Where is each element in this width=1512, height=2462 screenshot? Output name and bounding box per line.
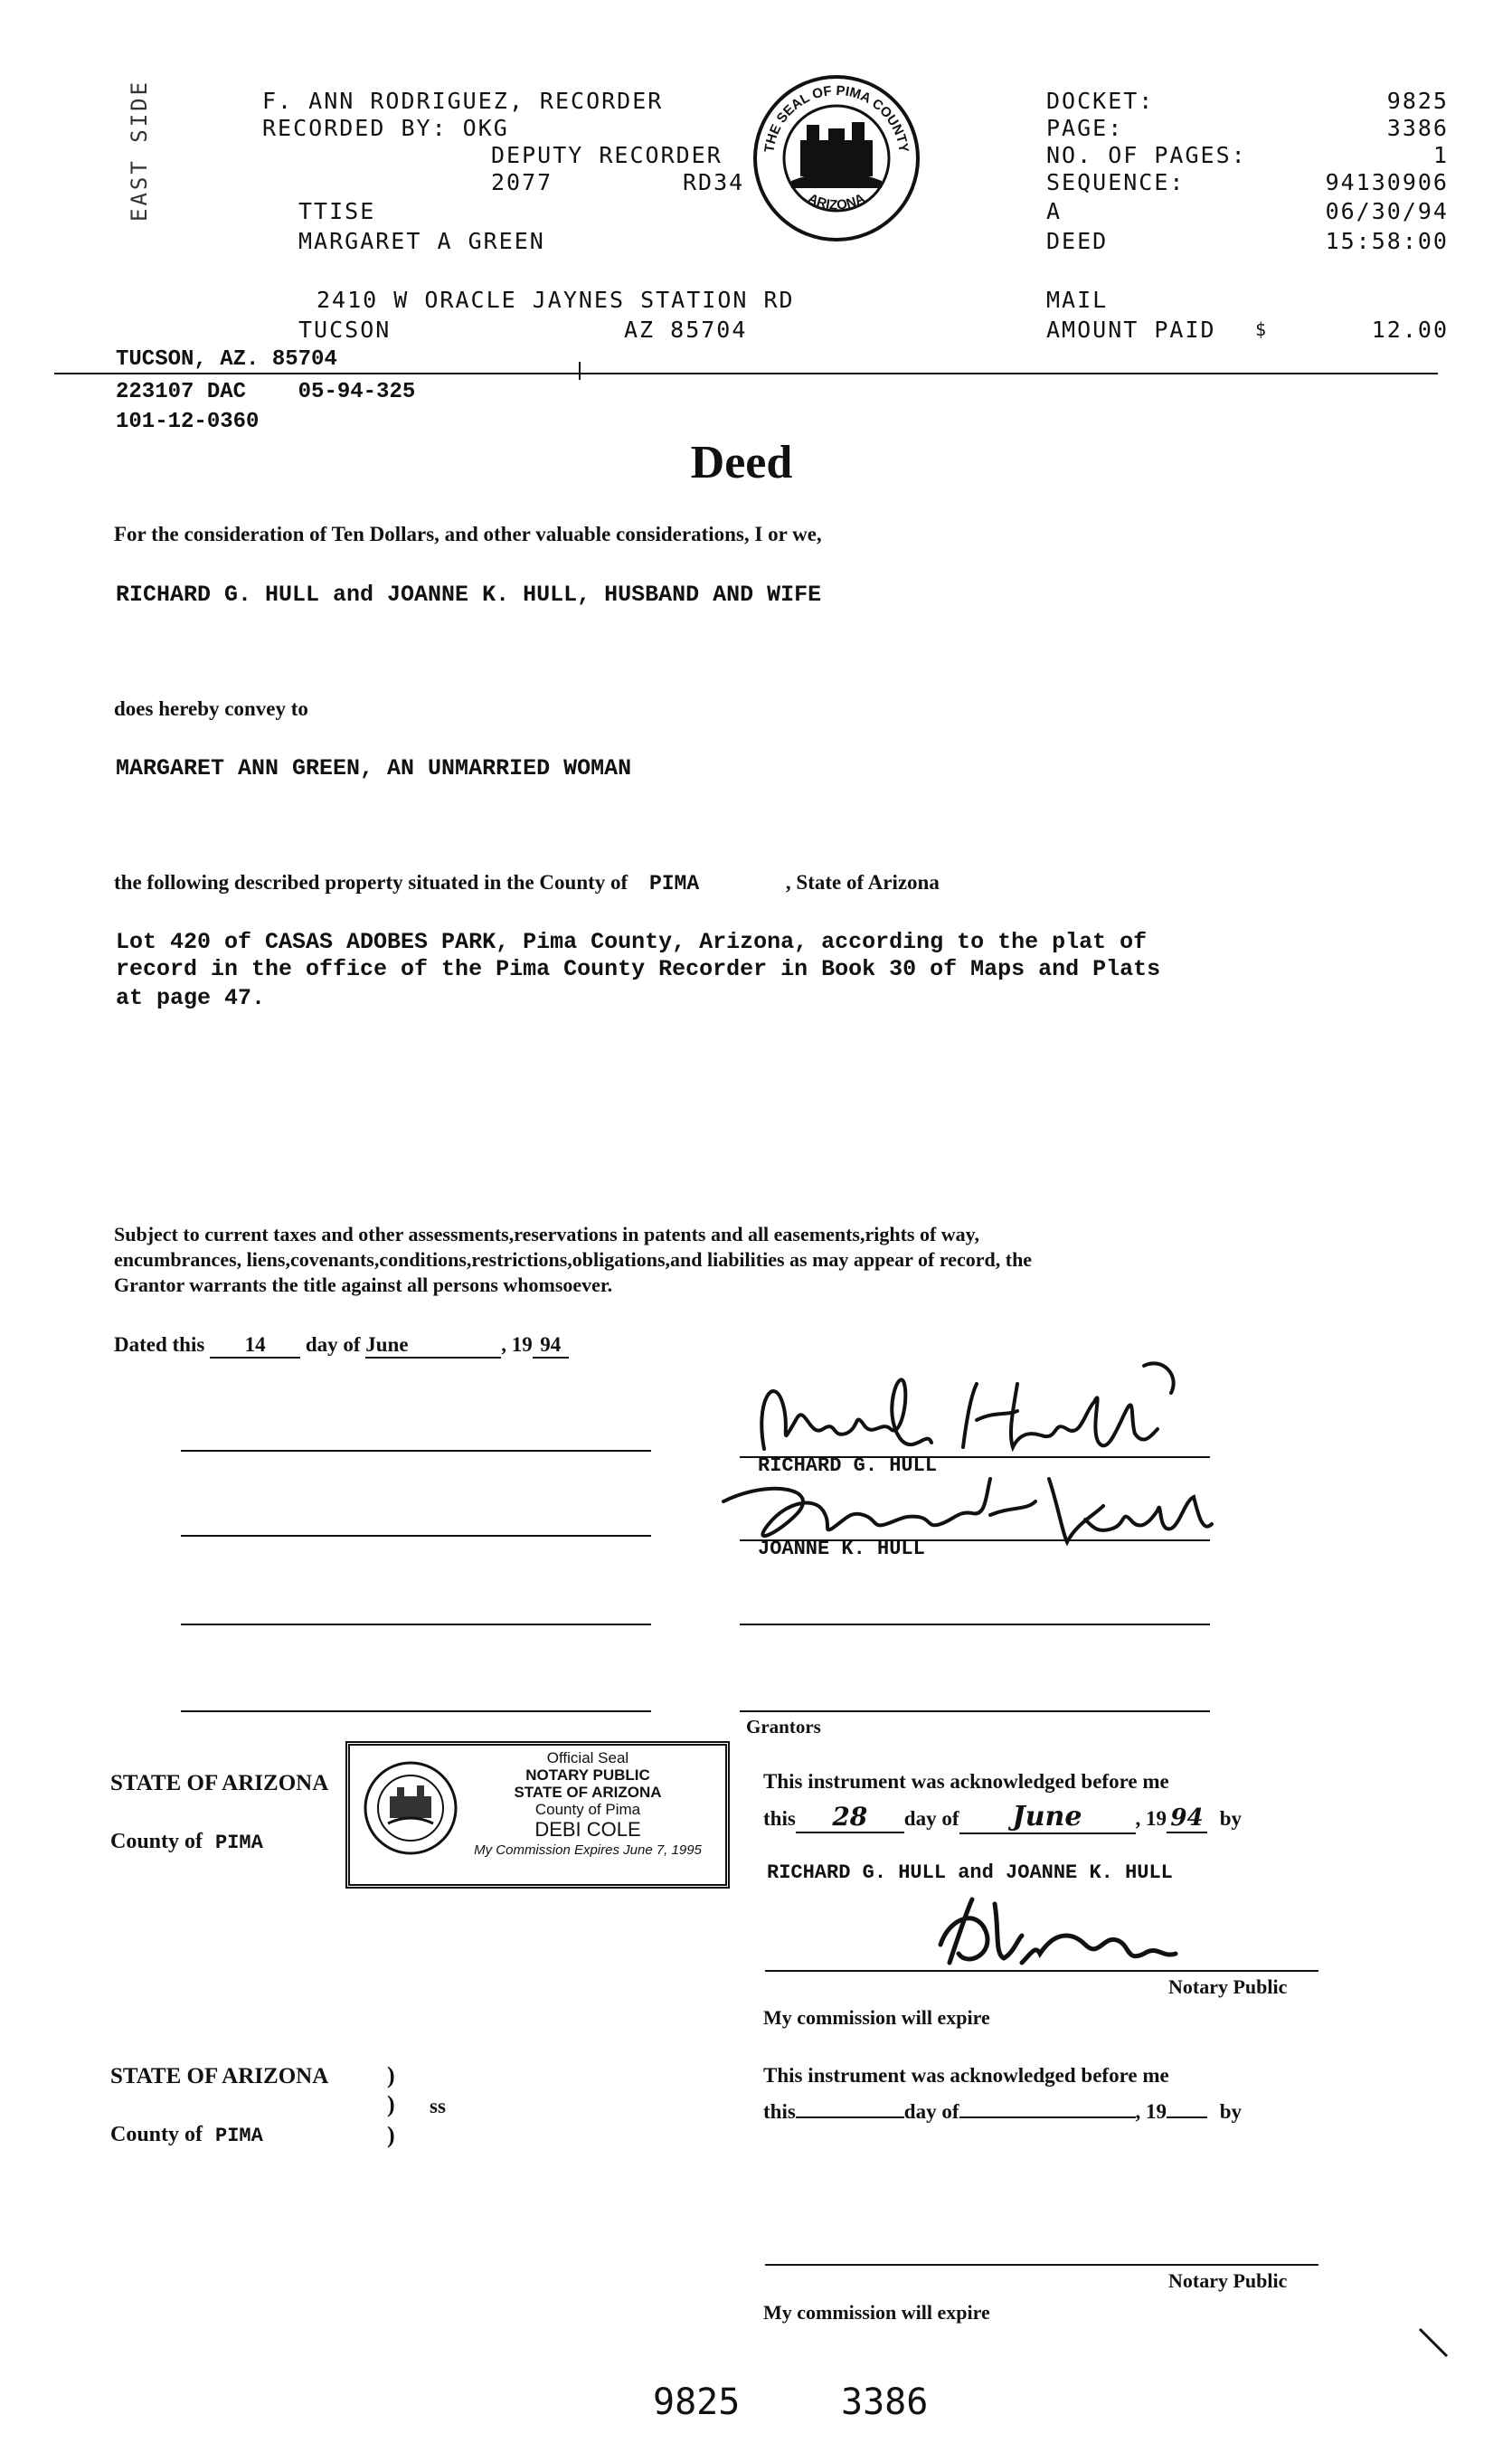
notary-seal-line3: STATE OF ARIZONA [514, 1784, 662, 1801]
seal-ring-text: THE SEAL OF PIMA COUNTY [761, 82, 912, 154]
convey-text: does hereby convey to [114, 697, 308, 720]
notary-seal-line2: NOTARY PUBLIC [525, 1766, 650, 1784]
ack2-this: this [763, 2100, 796, 2123]
value-docket: 9825 [1386, 88, 1449, 114]
recorder-name: F. ANN RODRIGUEZ, RECORDER [262, 88, 664, 114]
ack1-notary-line [765, 1970, 1318, 1972]
ack2-notary-label: Notary Public [1168, 2269, 1288, 2292]
label-docket: DOCKET: [1046, 88, 1155, 114]
header-rule-tick [579, 362, 581, 380]
ack2-county-value: PIMA [215, 2125, 263, 2147]
ack1-names: RICHARD G. HULL and JOANNE K. HULL [767, 1861, 1173, 1884]
property-location [114, 871, 940, 895]
signature-joanne [714, 1461, 1221, 1560]
signature-richard [746, 1348, 1216, 1465]
ack2-year-blank [1167, 2095, 1207, 2118]
dated-mid: day of [305, 1333, 361, 1356]
dated-year-prefix: , 19 [501, 1333, 533, 1356]
ack1-month: June [959, 1801, 1136, 1834]
label-deed: DEED [1046, 228, 1109, 254]
dated-year: 94 [533, 1333, 569, 1359]
ack2-line1: This instrument was acknowledged before me [763, 2064, 1169, 2087]
grantors-label: Grantors [746, 1716, 821, 1738]
property-suffix: , State of Arizona [785, 871, 940, 894]
recorded-by: RECORDED BY: OKG [262, 115, 509, 141]
ack1-day: 28 [796, 1802, 904, 1833]
amount-currency: $ [1255, 318, 1267, 340]
dated-line [114, 1333, 569, 1359]
svg-text:ARIZONA [806, 191, 868, 213]
ack2-day-of: day of [903, 2100, 959, 2123]
label-type: A [1046, 198, 1063, 224]
left-sign-line-1 [181, 1450, 651, 1452]
footer-docket: 9825 [653, 2382, 741, 2423]
ack1-year: 94 [1167, 1804, 1207, 1833]
right-sign-line-3 [740, 1624, 1210, 1625]
ack2-by: by [1219, 2100, 1243, 2123]
ack1-day-of: day of [903, 1807, 959, 1830]
notary-seal-stamp [345, 1741, 730, 1889]
right-sign-line-4 [740, 1710, 1210, 1712]
ack2-notary-line [765, 2264, 1318, 2266]
mail-city: TUCSON [298, 317, 392, 343]
ack2-commission: My commission will expire [763, 2301, 990, 2324]
ack1-commission: My commission will expire [763, 2006, 990, 2029]
subject-line-3: Grantor warrants the title against all persons whomsoever. [114, 1274, 613, 1296]
value-amount-paid: 12.00 [1371, 317, 1449, 343]
ack2-month-blank [959, 2095, 1136, 2118]
label-num-pages: NO. OF PAGES: [1046, 142, 1247, 168]
dated-day: 14 [210, 1333, 300, 1359]
footer-page: 3386 [841, 2382, 929, 2423]
ref-line-1: TUCSON, AZ. 85704 [116, 347, 337, 372]
legal-desc-3: at page 47. [116, 985, 266, 1011]
label-mail: MAIL [1046, 287, 1109, 313]
ack1-notary-label: Notary Public [1168, 1975, 1288, 1998]
ack1-line1: This instrument was acknowledged before me [763, 1770, 1169, 1793]
ack1-county-value: PIMA [215, 1832, 263, 1854]
label-amount-paid: AMOUNT PAID [1046, 317, 1216, 343]
ack1-county-label: County of [110, 1830, 203, 1853]
ack2-county [110, 2123, 263, 2147]
ack2-line2 [763, 2095, 1242, 2124]
ack1-county [110, 1830, 263, 1854]
left-sign-line-2 [181, 1535, 651, 1537]
grantee-names: MARGARET ANN GREEN, AN UNMARRIED WOMAN [116, 755, 632, 781]
signer-2-name: JOANNE K. HULL [758, 1538, 925, 1560]
ack2-day-blank [796, 2095, 904, 2118]
label-sequence: SEQUENCE: [1046, 169, 1186, 195]
mail-state-zip: AZ 85704 [624, 317, 748, 343]
property-county: PIMA [648, 872, 700, 895]
label-page: PAGE: [1046, 115, 1124, 141]
ack2-paren-3: ) [387, 2122, 395, 2148]
dated-prefix: Dated this [114, 1333, 205, 1356]
value-sequence: 94130906 [1325, 169, 1449, 195]
notary-seal-line6: My Commission Expires June 7, 1995 [474, 1842, 702, 1858]
notary-seal-line4: County of Pima [534, 1801, 641, 1818]
corner-mark [1415, 2325, 1451, 2361]
dated-month: June [365, 1333, 501, 1359]
ack1-line2 [763, 1801, 1242, 1834]
ack2-ss: ss [430, 2095, 446, 2117]
value-num-pages: 1 [1432, 142, 1449, 168]
deputy-recorder: DEPUTY RECORDER [491, 142, 723, 168]
ref-line-3: 101-12-0360 [116, 410, 260, 434]
county-seal [751, 72, 922, 244]
seal-state-text: ARIZONA [805, 190, 868, 213]
ack1-this: this [763, 1807, 796, 1830]
signer-1-name: RICHARD G. HULL [758, 1454, 938, 1477]
value-date: 06/30/94 [1325, 198, 1449, 224]
deputy-station: RD34 [683, 169, 745, 195]
deputy-code: 2077 [491, 169, 553, 195]
legal-desc-2: record in the office of the Pima County Recorder in Book 30 of Maps and Plats [116, 956, 1161, 982]
ack2-county-label: County of [110, 2123, 203, 2146]
grantee-name-header: MARGARET A GREEN [298, 228, 545, 254]
subject-line-1: Subject to current taxes and other assessments,reservations in patents and all easements,rights of way, [114, 1223, 979, 1245]
header-rule [54, 373, 1438, 374]
ack1-by: by [1219, 1807, 1243, 1830]
property-prefix: the following described property situated in the County of [114, 871, 628, 894]
ack2-paren-2: ) [387, 2091, 395, 2117]
ack2-state: STATE OF ARIZONA [110, 2064, 329, 2088]
value-page: 3386 [1386, 115, 1449, 141]
ack2-paren-1: ) [387, 2062, 395, 2088]
grantee-code: TTISE [298, 198, 376, 224]
grantors-names: RICHARD G. HULL and JOANNE K. HULL, HUSBAND AND WIFE [116, 582, 822, 608]
left-sign-line-3 [181, 1624, 651, 1625]
notary-seal-emblem [361, 1758, 460, 1858]
value-time: 15:58:00 [1325, 228, 1449, 254]
ack1-year-prefix: , 19 [1135, 1807, 1167, 1830]
left-sign-line-4 [181, 1710, 651, 1712]
ack1-state: STATE OF ARIZONA [110, 1771, 329, 1795]
deed-title: Deed [690, 437, 793, 488]
side-stamp: EAST SIDE [127, 79, 152, 222]
ack2-year-prefix: , 19 [1135, 2100, 1167, 2123]
notary-seal-line1: Official Seal [546, 1749, 629, 1766]
notary-signature [931, 1890, 1203, 1976]
ref-line-2: 223107 DAC 05-94-325 [116, 380, 416, 404]
notary-seal-line5: DEBI COLE [534, 1818, 641, 1841]
subject-line-2: encumbrances, liens,covenants,conditions,restrictions,obligations,and liabilities as may appear of record, the [114, 1248, 1033, 1271]
consideration-text: For the consideration of Ten Dollars, and other valuable considerations, I or we, [114, 523, 822, 545]
legal-desc-1: Lot 420 of CASAS ADOBES PARK, Pima County, Arizona, according to the plat of [116, 929, 1148, 955]
mail-address: 2410 W ORACLE JAYNES STATION RD [317, 287, 795, 313]
